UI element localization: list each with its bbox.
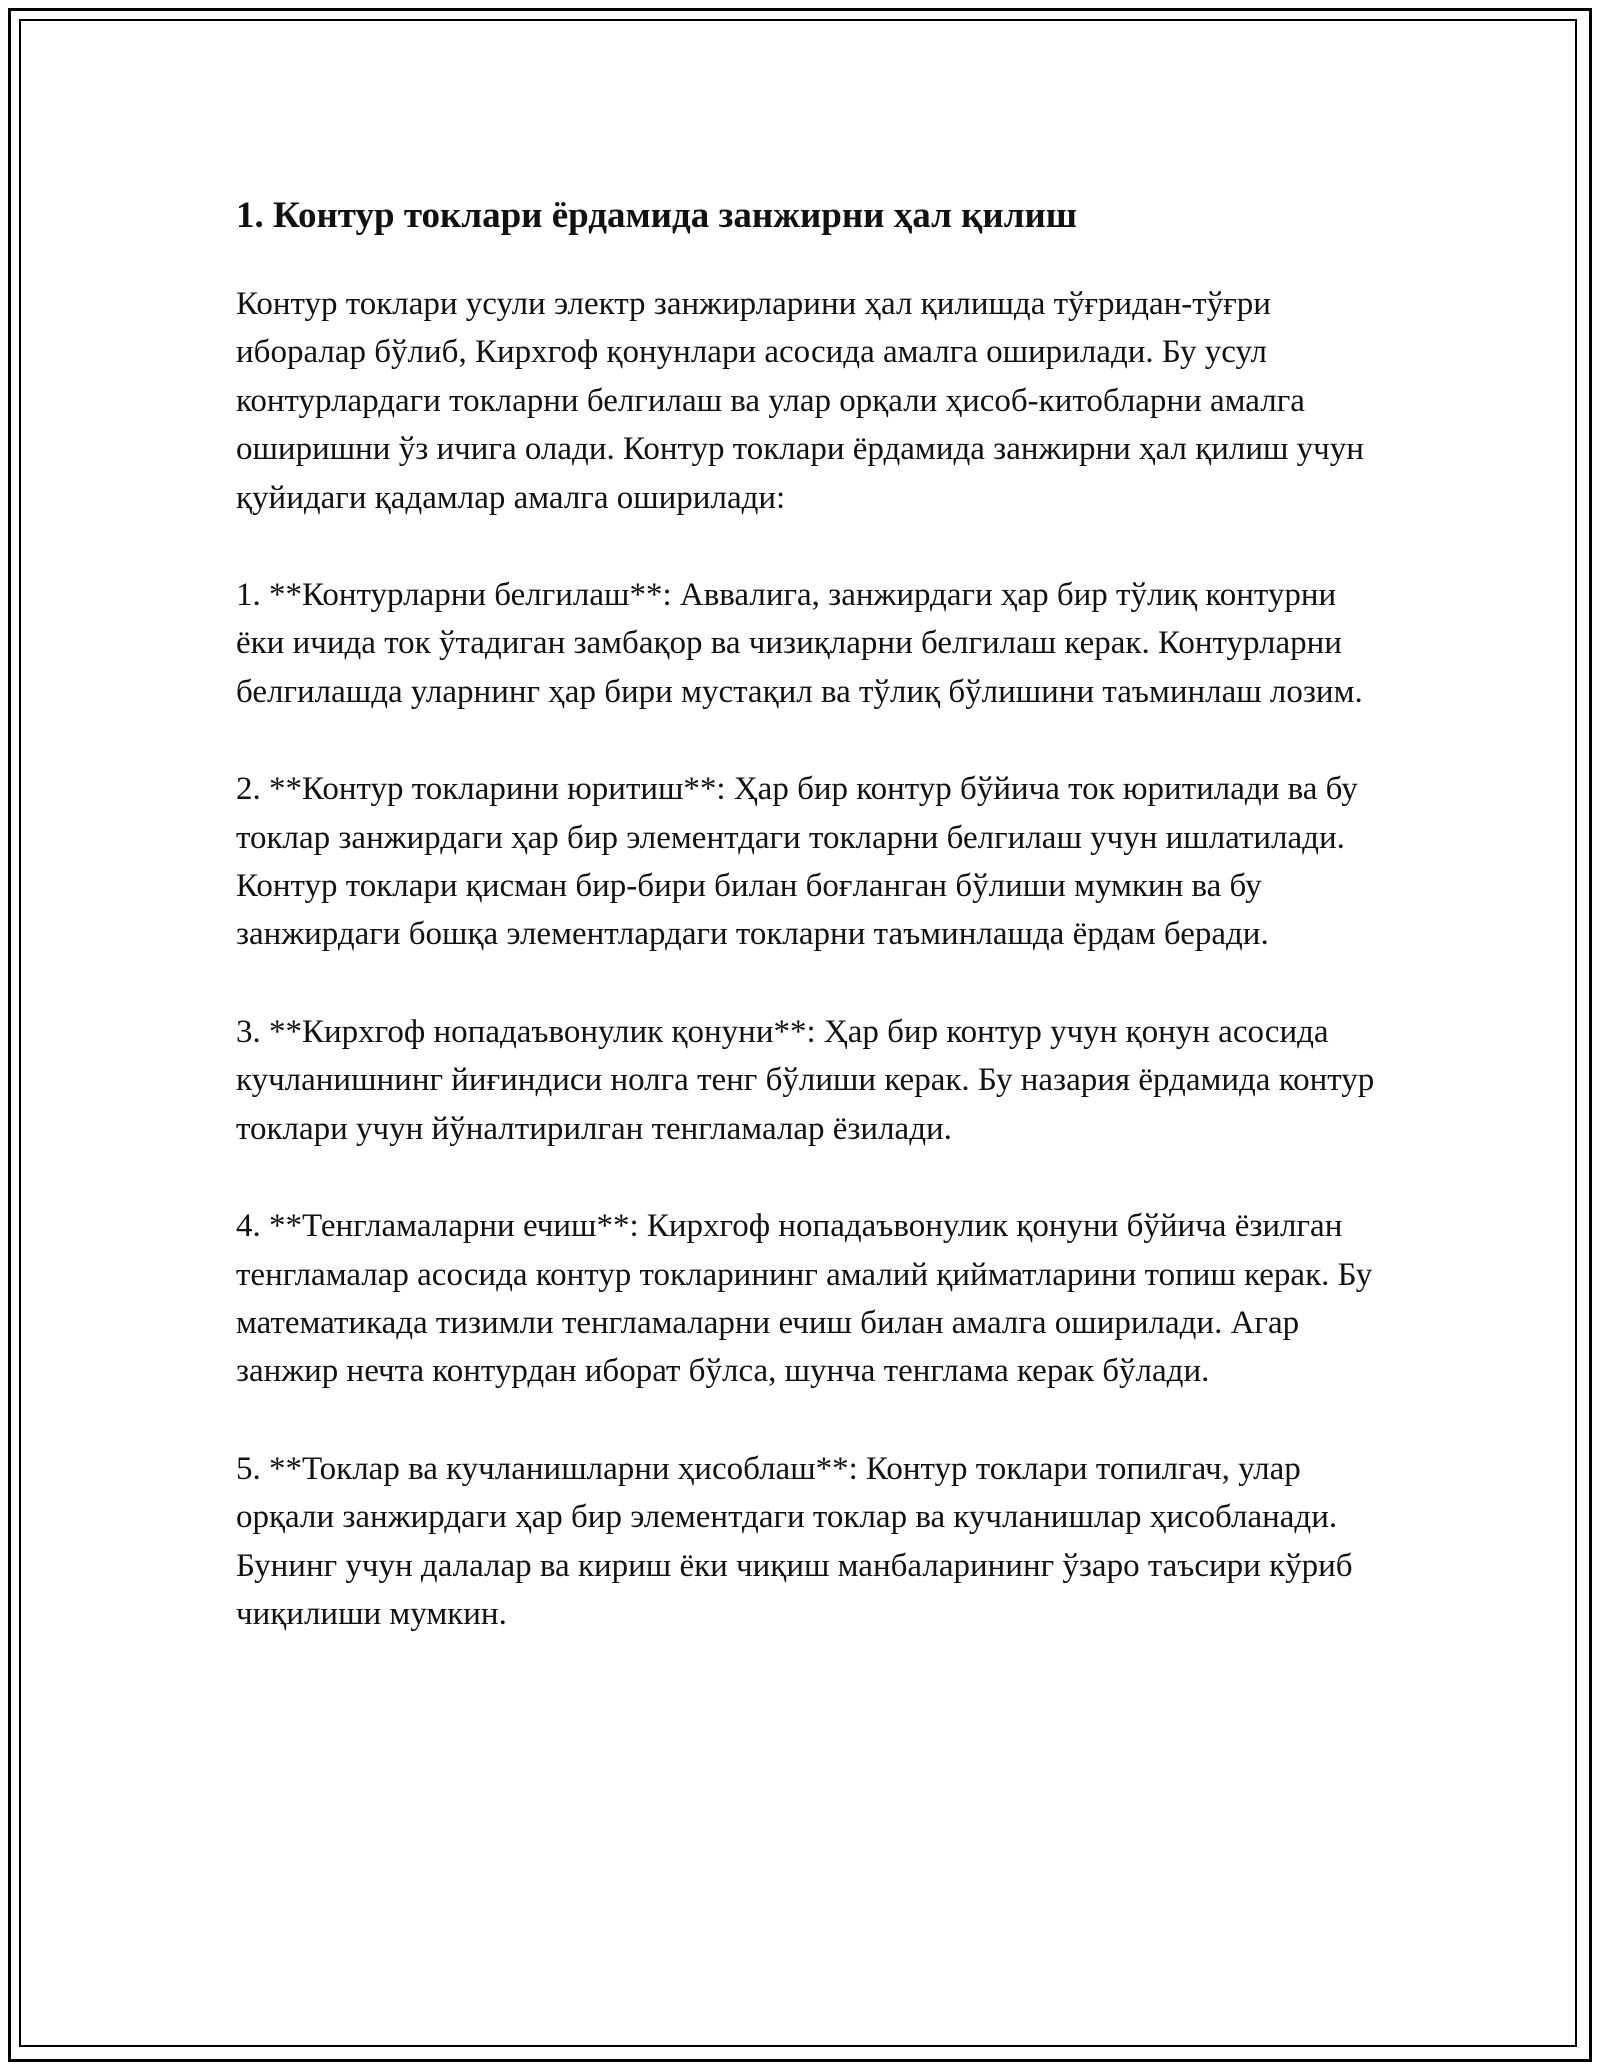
step-paragraph-3: 3. **Кирхгоф нопадаъвонулик қонуни**: Ҳар бир контур учун қонун асосида кучланишнинг йиғиндиси нолга тенг бўлиши керак. Бу назария ёрдамида контур токлари учун йўналтирилган тенгламалар ёзилади. — [236, 1013, 1375, 1147]
step-paragraph-1: 1. **Контурларни белгилаш**: Аввалига, занжирдаги ҳар бир тўлиқ контурни ёки ичида ток ўтадиган замбақор ва чизиқларни белгилаш керак. Контурларни белгилашда уларнинг ҳар бири мустақил ва тўлиқ бўлишини таъминлаш лозим. — [236, 577, 1363, 710]
document-body — [236, 182, 1386, 1638]
intro-paragraph: Контур токлари усули электр занжирларини ҳал қилишда тўғридан-тўғри иборалар бўлиб, Кирхгоф қонунлари асосида амалга оширилади. Бу усул контурлардаги токларни белгилаш ва улар орқали ҳисоб-китобларни амалга оширишни ўз ичига олади. Контур токлари ёрдамида занжирни ҳал қилиш учун қуйидаги қадамлар амалга оширилади: — [236, 286, 1364, 516]
section-heading: 1. Контур токлари ёрдамида занжирни ҳал қилиш — [236, 195, 1078, 236]
step-paragraph-2: 2. **Контур токларини юритиш**: Ҳар бир контур бўйича ток юритилади ва бу токлар занжирдаги ҳар бир элементдаги токларни белгилаш учун ишлатилади. Контур токлари қисман бир-бири билан боғланган бўлиши мумкин ва бу занжирдаги бошқа элементлардаги токларни таъминлашда ёрдам беради. — [236, 771, 1358, 953]
step-paragraph-5: 5. **Токлар ва кучланишларни ҳисоблаш**: Контур токлари топилгач, улар орқали занжирдаги ҳар бир элементдаги токлар ва кучланишлар ҳисобланади. Бунинг учун далалар ва кириш ёки чиқиш манбаларининг ўзаро таъсири кўриб чиқилиши мумкин. — [236, 1450, 1353, 1632]
step-paragraph-4: 4. **Тенгламаларни ечиш**: Кирхгоф нопадаъвонулик қонуни бўйича ёзилган тенгламалар асосида контур токларининг амалий қийматларини топиш керак. Бу математикада тизимли тенгламаларни ечиш билан амалга оширилади. Агар занжир нечта контурдан иборат бўлса, шунча тенглама керак бўлади. — [236, 1208, 1373, 1390]
